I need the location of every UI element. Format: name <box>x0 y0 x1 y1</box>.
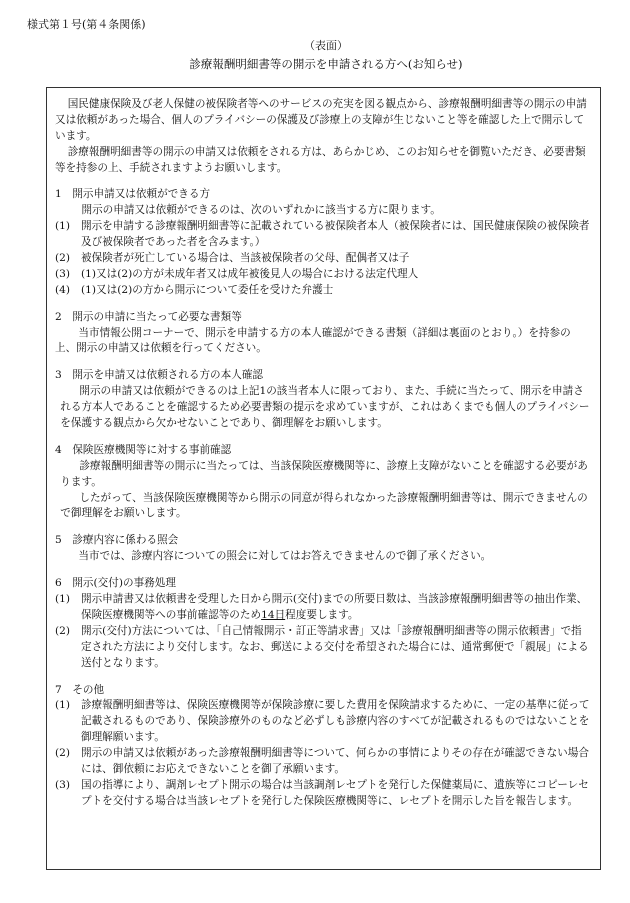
list-item <box>55 219 590 251</box>
section-4-title: 4 保険医療機関等に対する事前確認 <box>55 443 232 456</box>
item-text: 国の指導により、調剤レセプト開示の場合は当該調剤レセプトを発行した保健薬局に、遺族等にコピーレセプトを交付する場合は当該レセプトを発行した保険医療機関等に、レセプトを開示した旨を報告します。 <box>81 778 589 807</box>
item-text-part: 程度要します。 <box>285 608 359 621</box>
list-item <box>55 592 590 624</box>
intro-paragraph-1: 国民健康保険及び老人保健の被保険者等へのサービスの充実を図る観点から、診療報酬明細書等の開示の申請又は依頼があった場合、個人のプライバシーの保護及び診療上の支障が生じないこと等を確認した上で開示しています。 <box>55 98 587 142</box>
intro-paragraph-2: 診療報酬明細書等の開示の申請又は依頼をされる方は、あらかじめ、このお知らせを御覧いただき、必要書類等を持参の上、手続されますようお願いします。 <box>55 145 586 174</box>
section-7-title: 7 その他 <box>55 683 105 696</box>
item-number: (4) <box>55 283 71 296</box>
section-6-title: 6 開示(交付)の事務処理 <box>55 577 176 590</box>
notice-frame <box>46 87 601 870</box>
section-5-title: 5 診療内容に係わる照会 <box>55 534 179 547</box>
section-3-body: 開示の申請又は依頼ができるのは上記1の該当者本人に限っており、また、手続に当たって、開示を申請される方本人であることを確認するため必要書類の提示を求めていますが、これはあくまでも個人のプライバシーを保護する観点から欠かせないことであり、御理解をお願いします。 <box>60 385 590 430</box>
section-5 <box>55 533 590 565</box>
section-1-title: 1 開示申請又は依頼ができる方 <box>55 188 211 201</box>
section-1 <box>55 187 590 298</box>
section-4-body-2: したがって、当該保険医療機関等から開示の同意が得られなかった診療報酬明細書等は、開示できませんので御理解をお願いします。 <box>60 491 588 520</box>
item-number: (2) <box>55 252 71 265</box>
item-text: (1)又は(2)の方が未成年者又は成年被後見人の場合における法定代理人 <box>81 267 419 280</box>
list-item <box>55 283 590 299</box>
section-4 <box>55 443 590 522</box>
section-2-body: 当市情報公開コーナーで、開示を申請する方の本人確認ができる書類（詳細は裏面のとおり。）を持参の上、開示の申請又は依頼を行ってください。 <box>55 326 571 355</box>
section-6 <box>55 576 590 671</box>
list-item <box>55 746 590 778</box>
item-text-part: 開示申請書又は依頼書を受理した日から開示(交付)までの所要日数は、当該診療報酬明細書等の抽出作業、保険医療機関等への事前確認等のため <box>81 593 588 621</box>
section-2-title: 2 開示の申請に当たって必要な書類等 <box>55 310 242 323</box>
item-number: (1) <box>55 220 71 233</box>
form-number: 様式第１号(第４条関係) <box>27 18 146 31</box>
item-text: 診療報酬明細書等は、保険医療機関等が保険診療に要した費用を保険請求するために、一定の基準に従って記載されるものであり、保険診療外のものなど必ずしも診療内容のすべてが記載されるものではないことを御理解願います。 <box>81 699 590 744</box>
list-item <box>55 698 590 746</box>
section-3 <box>55 368 590 432</box>
item-text: 開示(交付)方法については、「自己情報開示・訂正等請求書」又は「診療報酬明細書等の開示依頼書」で指定された方法により交付します。なお、郵送による交付を希望された場合には、通常郵便で「親展」による送付となります。 <box>81 624 589 669</box>
item-number: (1) <box>55 699 71 712</box>
processing-days: 14日 <box>261 608 286 621</box>
side-label: （表面） <box>304 39 348 52</box>
section-4-body-1: 診療報酬明細書等の開示に当たっては、当該保険医療機関等に、診療上支障がないことを確認する必要があります。 <box>60 459 588 488</box>
item-text: 開示の申請又は依頼があった診療報酬明細書等について、何らかの事情によりその存在が確認できない場合には、御依頼にお応えできないことを御了承願います。 <box>81 747 589 775</box>
item-number: (1) <box>55 593 71 606</box>
section-5-body: 当市では、診療内容についての照会に対してはお答えできませんので御了承ください。 <box>78 550 492 563</box>
item-text: (1)又は(2)の方から開示について委任を受けた弁護士 <box>81 283 334 296</box>
list-item <box>55 624 590 672</box>
list-item <box>55 251 590 267</box>
section-1-lead: 開示の申請又は依頼ができるのは、次のいずれかに該当する方に限ります。 <box>81 204 441 217</box>
section-7 <box>55 683 590 810</box>
item-text: 開示を申請する診療報酬明細書等に記載されている被保険者本人（被保険者には、国民健康保険の被保険者及び被保険者であった者を含みます。） <box>81 220 590 249</box>
item-text <box>81 592 590 624</box>
item-text: 被保険者が死亡している場合は、当該被保険者の父母、配偶者又は子 <box>81 252 410 265</box>
section-3-title: 3 開示を申請又は依頼される方の本人確認 <box>55 369 264 382</box>
item-number: (3) <box>55 267 71 280</box>
section-2 <box>55 310 590 358</box>
item-number: (3) <box>55 778 71 791</box>
document-title: 診療報酬明細書等の開示を申請される方へ(お知らせ) <box>189 57 463 71</box>
item-number: (2) <box>55 624 71 637</box>
list-item <box>55 267 590 283</box>
list-item <box>55 778 590 810</box>
item-number: (2) <box>55 747 71 760</box>
